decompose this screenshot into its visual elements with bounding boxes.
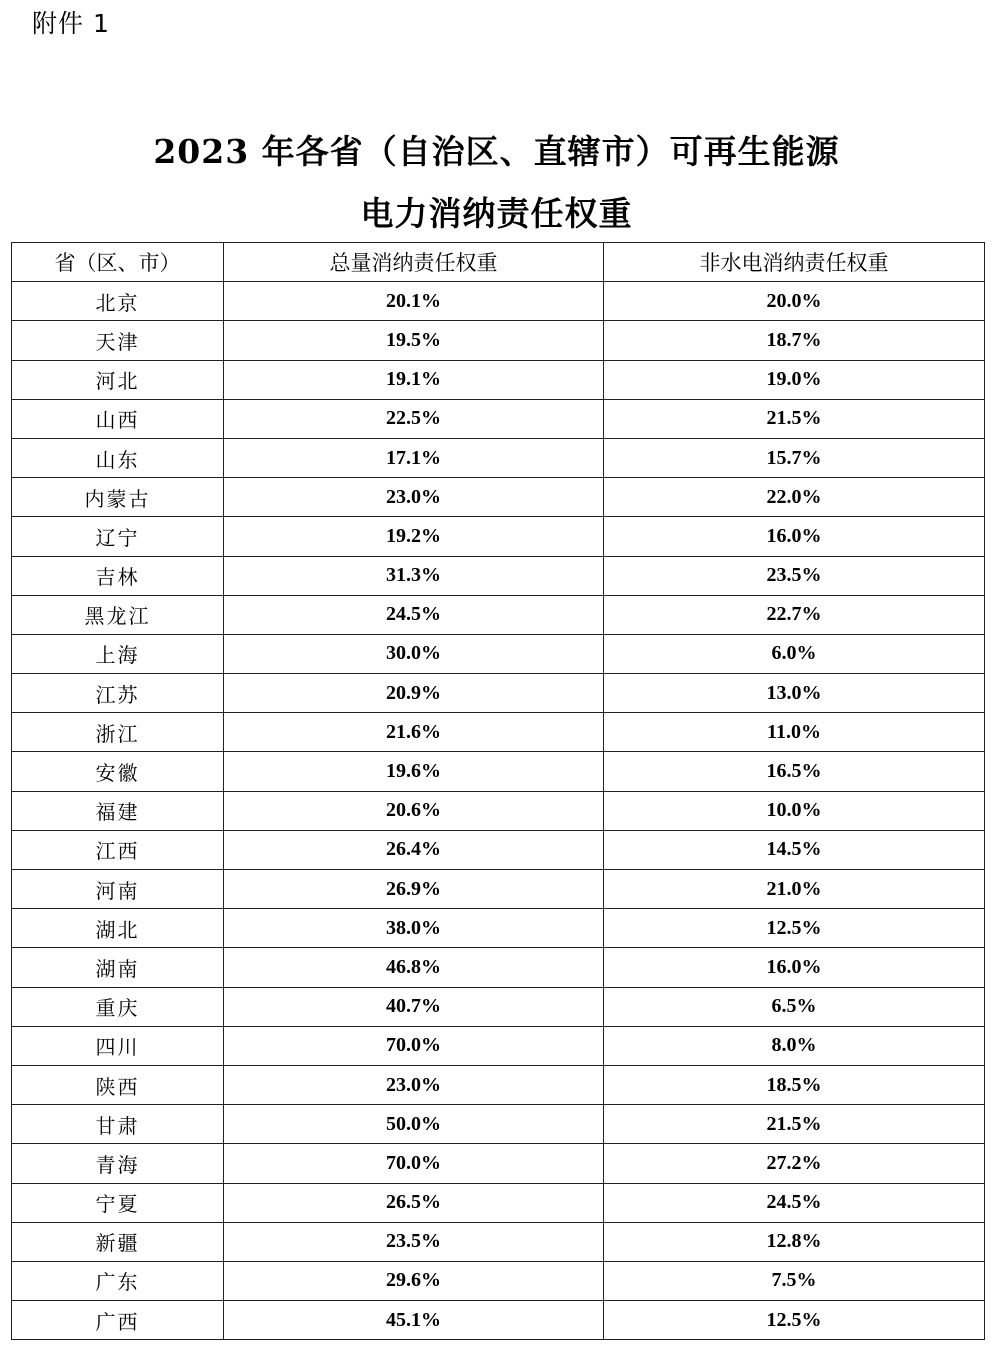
- non-hydro-weight-cell: 24.5%: [604, 1183, 985, 1222]
- non-hydro-weight-cell: 22.7%: [604, 595, 985, 634]
- total-weight-cell: 50.0%: [224, 1105, 604, 1144]
- non-hydro-weight-cell: 21.5%: [604, 1105, 985, 1144]
- province-cell: 四川: [12, 1026, 224, 1065]
- table-row: [12, 1105, 985, 1144]
- table-row: [12, 909, 985, 948]
- table-row: [12, 1261, 985, 1300]
- total-weight-cell: 22.5%: [224, 399, 604, 438]
- province-cell: 内蒙古: [12, 478, 224, 517]
- table-row: [12, 438, 985, 477]
- table-row: [12, 321, 985, 360]
- non-hydro-weight-cell: 12.5%: [604, 1301, 985, 1340]
- table-row: [12, 987, 985, 1026]
- non-hydro-weight-cell: 16.0%: [604, 948, 985, 987]
- province-cell: 甘肃: [12, 1105, 224, 1144]
- weights-table: [11, 242, 985, 1340]
- total-weight-cell: 29.6%: [224, 1261, 604, 1300]
- table-row: [12, 791, 985, 830]
- total-weight-cell: 46.8%: [224, 948, 604, 987]
- total-weight-cell: 17.1%: [224, 438, 604, 477]
- table-row: [12, 634, 985, 673]
- non-hydro-weight-cell: 22.0%: [604, 478, 985, 517]
- province-cell: 广西: [12, 1301, 224, 1340]
- province-cell: 上海: [12, 634, 224, 673]
- province-cell: 安徽: [12, 752, 224, 791]
- total-weight-cell: 26.4%: [224, 830, 604, 869]
- province-cell: 北京: [12, 282, 224, 321]
- province-cell: 天津: [12, 321, 224, 360]
- total-weight-cell: 26.9%: [224, 870, 604, 909]
- total-weight-cell: 70.0%: [224, 1026, 604, 1065]
- non-hydro-weight-cell: 14.5%: [604, 830, 985, 869]
- province-cell: 河北: [12, 360, 224, 399]
- total-weight-cell: 24.5%: [224, 595, 604, 634]
- table-row: [12, 713, 985, 752]
- non-hydro-weight-cell: 23.5%: [604, 556, 985, 595]
- province-cell: 广东: [12, 1261, 224, 1300]
- table-row: [12, 870, 985, 909]
- province-cell: 青海: [12, 1144, 224, 1183]
- table-row: [12, 1144, 985, 1183]
- table-row: [12, 830, 985, 869]
- total-weight-cell: 23.0%: [224, 1065, 604, 1104]
- table-row: [12, 1026, 985, 1065]
- non-hydro-weight-cell: 6.0%: [604, 634, 985, 673]
- province-cell: 湖北: [12, 909, 224, 948]
- non-hydro-weight-cell: 21.5%: [604, 399, 985, 438]
- non-hydro-weight-cell: 10.0%: [604, 791, 985, 830]
- province-cell: 陕西: [12, 1065, 224, 1104]
- table-row: [12, 517, 985, 556]
- non-hydro-weight-cell: 15.7%: [604, 438, 985, 477]
- total-weight-cell: 21.6%: [224, 713, 604, 752]
- non-hydro-weight-cell: 6.5%: [604, 987, 985, 1026]
- non-hydro-weight-cell: 20.0%: [604, 282, 985, 321]
- table-row: [12, 1222, 985, 1261]
- header-non-hydro-weight: 非水电消纳责任权重: [604, 243, 985, 282]
- province-cell: 山东: [12, 438, 224, 477]
- total-weight-cell: 45.1%: [224, 1301, 604, 1340]
- table-row: [12, 399, 985, 438]
- province-cell: 宁夏: [12, 1183, 224, 1222]
- table-row: [12, 1065, 985, 1104]
- non-hydro-weight-cell: 12.8%: [604, 1222, 985, 1261]
- total-weight-cell: 19.5%: [224, 321, 604, 360]
- province-cell: 河南: [12, 870, 224, 909]
- total-weight-cell: 23.0%: [224, 478, 604, 517]
- province-cell: 山西: [12, 399, 224, 438]
- table-row: [12, 478, 985, 517]
- total-weight-cell: 19.2%: [224, 517, 604, 556]
- total-weight-cell: 20.1%: [224, 282, 604, 321]
- table-row: [12, 282, 985, 321]
- province-cell: 江苏: [12, 674, 224, 713]
- total-weight-cell: 20.9%: [224, 674, 604, 713]
- non-hydro-weight-cell: 12.5%: [604, 909, 985, 948]
- document-title-line-2: 电力消纳责任权重: [360, 194, 633, 233]
- table-header-row: [12, 243, 985, 282]
- non-hydro-weight-cell: 16.0%: [604, 517, 985, 556]
- non-hydro-weight-cell: 11.0%: [604, 713, 985, 752]
- table-row: [12, 752, 985, 791]
- table-row: [12, 1183, 985, 1222]
- total-weight-cell: 31.3%: [224, 556, 604, 595]
- non-hydro-weight-cell: 19.0%: [604, 360, 985, 399]
- table-row: [12, 948, 985, 987]
- province-cell: 重庆: [12, 987, 224, 1026]
- non-hydro-weight-cell: 8.0%: [604, 1026, 985, 1065]
- total-weight-cell: 26.5%: [224, 1183, 604, 1222]
- province-cell: 吉林: [12, 556, 224, 595]
- table-body: [12, 282, 985, 1340]
- table-row: [12, 556, 985, 595]
- total-weight-cell: 20.6%: [224, 791, 604, 830]
- attachment-label: 附件 1: [32, 9, 110, 38]
- province-cell: 江西: [12, 830, 224, 869]
- table-header: [12, 243, 985, 282]
- table-row: [12, 674, 985, 713]
- header-province: 省（区、市）: [12, 243, 224, 282]
- total-weight-cell: 38.0%: [224, 909, 604, 948]
- total-weight-cell: 70.0%: [224, 1144, 604, 1183]
- header-total-weight: 总量消纳责任权重: [224, 243, 604, 282]
- non-hydro-weight-cell: 18.7%: [604, 321, 985, 360]
- province-cell: 辽宁: [12, 517, 224, 556]
- non-hydro-weight-cell: 16.5%: [604, 752, 985, 791]
- province-cell: 浙江: [12, 713, 224, 752]
- document-title-line-1: 2023 年各省（自治区、直辖市）可再生能源: [153, 132, 840, 171]
- total-weight-cell: 40.7%: [224, 987, 604, 1026]
- non-hydro-weight-cell: 21.0%: [604, 870, 985, 909]
- table-row: [12, 360, 985, 399]
- total-weight-cell: 23.5%: [224, 1222, 604, 1261]
- total-weight-cell: 19.1%: [224, 360, 604, 399]
- province-cell: 黑龙江: [12, 595, 224, 634]
- non-hydro-weight-cell: 7.5%: [604, 1261, 985, 1300]
- total-weight-cell: 19.6%: [224, 752, 604, 791]
- total-weight-cell: 30.0%: [224, 634, 604, 673]
- non-hydro-weight-cell: 18.5%: [604, 1065, 985, 1104]
- province-cell: 湖南: [12, 948, 224, 987]
- table-row: [12, 1301, 985, 1340]
- non-hydro-weight-cell: 13.0%: [604, 674, 985, 713]
- province-cell: 福建: [12, 791, 224, 830]
- non-hydro-weight-cell: 27.2%: [604, 1144, 985, 1183]
- table-row: [12, 595, 985, 634]
- province-cell: 新疆: [12, 1222, 224, 1261]
